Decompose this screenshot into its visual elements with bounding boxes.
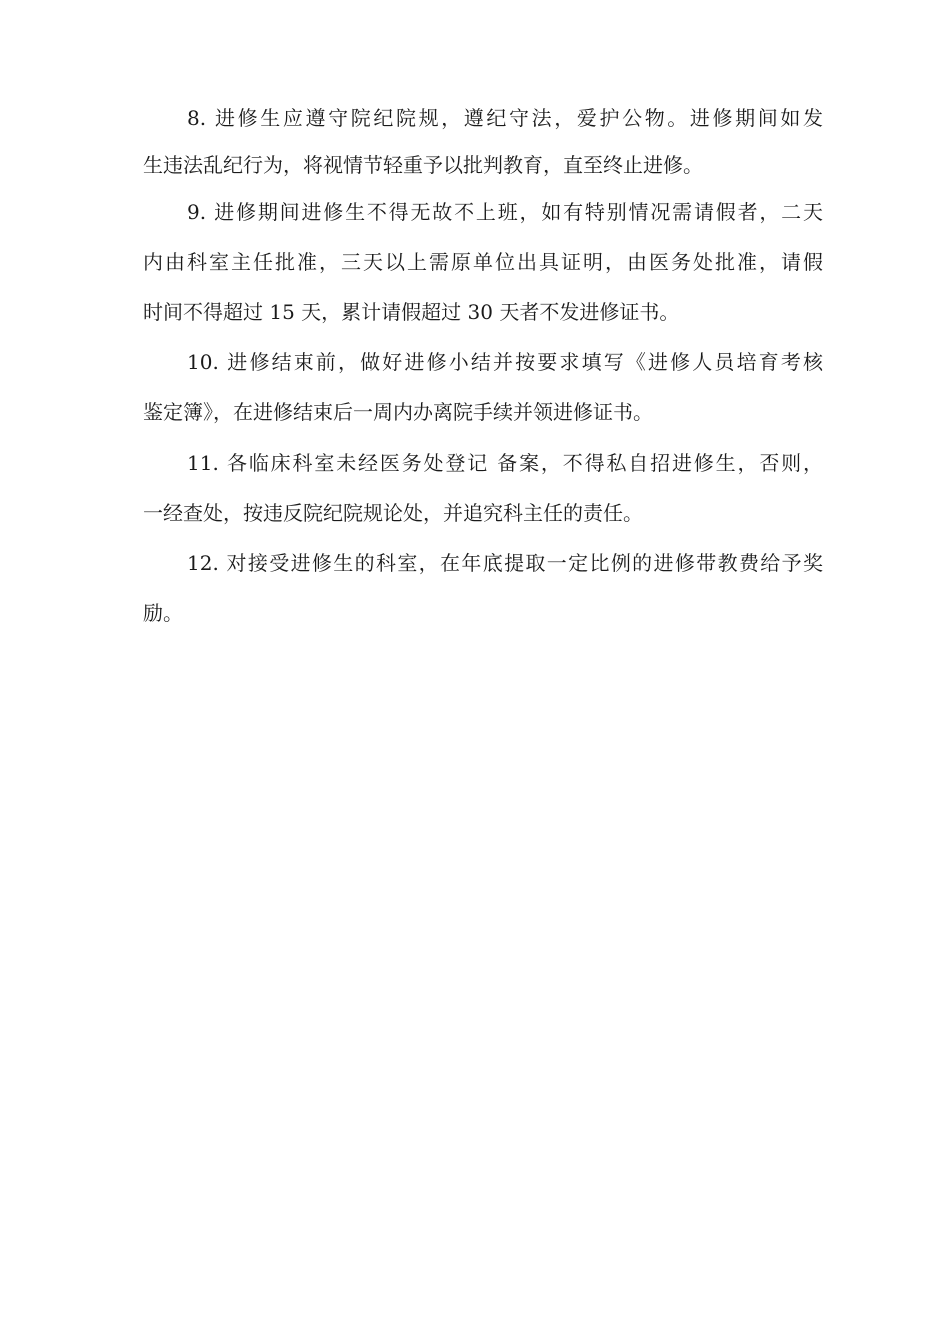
clause-12-line-2: 励。 (143, 601, 183, 625)
clause-9-line-3: 时间不得超过 15 天，累计请假超过 30 天者不发进修证书。 (143, 300, 680, 324)
clause-8-line-1: 8. 进修生应遵守院纪院规，遵纪守法，爱护公物。进修期间如发 (187, 106, 823, 130)
clause-11-line-1: 11. 各临床科室未经医务处登记 备案，不得私自招进修生，否则， (187, 451, 823, 475)
clause-11-line-2: 一经查处，按违反院纪院规论处，并追究科主任的责任。 (143, 501, 643, 525)
clause-10-line-2: 鉴定簿》，在进修结束后一周内办离院手续并领进修证书。 (143, 400, 653, 424)
clause-10-line-1: 10. 进修结束前，做好进修小结并按要求填写《进修人员培育考核 (187, 350, 823, 374)
clause-9-line-1: 9. 进修期间进修生不得无故不上班，如有特别情况需请假者，二天 (187, 200, 823, 224)
clause-9-line-2: 内由科室主任批准，三天以上需原单位出具证明，由医务处批准，请假 (143, 250, 823, 274)
clause-8-line-2: 生违法乱纪行为，将视情节轻重予以批判教育，直至终止进修。 (143, 153, 703, 177)
clause-12-line-1: 12. 对接受进修生的科室，在年底提取一定比例的进修带教费给予奖 (187, 551, 823, 575)
